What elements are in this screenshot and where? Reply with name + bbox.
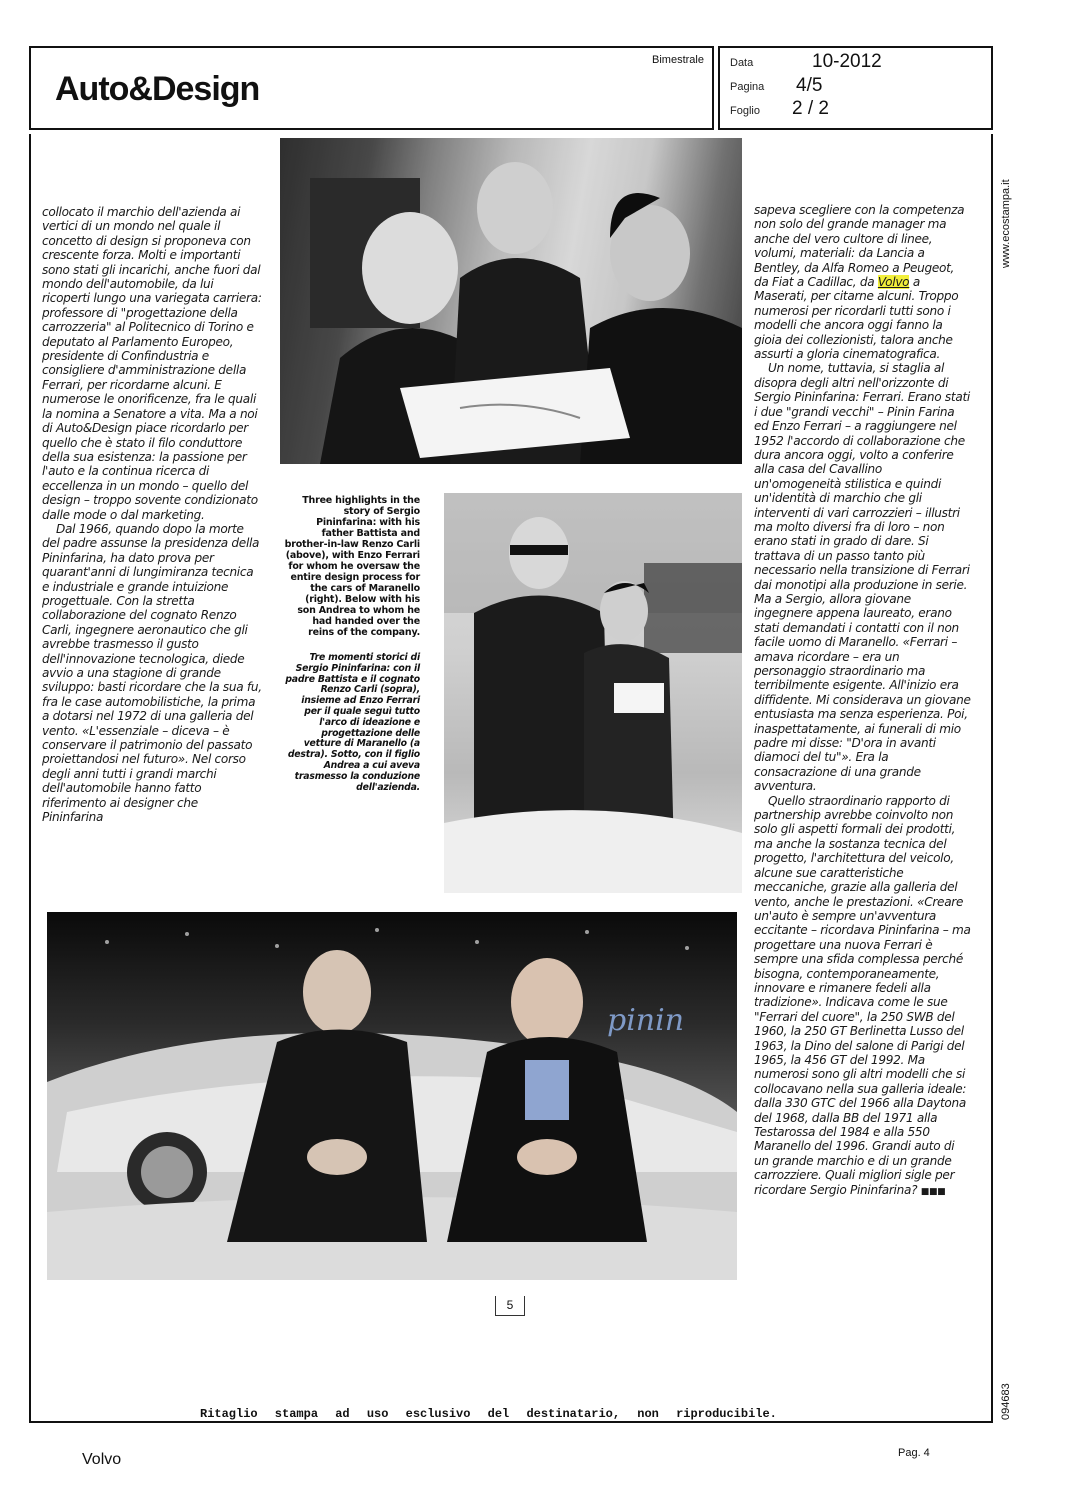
data-label: Data — [730, 57, 754, 69]
header-logo-box — [29, 46, 714, 130]
col3-paragraph-3-text: Quello straordinario rapporto di partnership avrebbe coinvolto non solo gli aspetti formali dei prodotti, ma anche la sostanza tecnica del progetto, l'architettura del veicolo, alcune sue caratteristiche meccaniche, grazie alla galleria del vento, anche le prestazioni. «Creare un'auto è sempre un'avventura eccitante – ricordava Pininfarina – ma progettare una nuova Ferrari è sempre una sfida complessa perché bisogna, contemporaneamente, innovare e rimanere fedeli alla tradizione». Indicava come le sue "Ferrari del cuore", la 250 SWB del 1960, la 250 GT Berlinetta Lusso del 1963, la Dino del salone di Parigi del 1965, la 456 GT del 1992. Ma numerosi sono gli altri modelli che si collocavano nella sua galleria ideale: dalla 330 GTC del 1966 alla Daytona del 1968, dalla BB del 1971 alla Testarossa del 1984 e alla 550 Maranello del 1996. Grandi auto di un grande marchio e di un grande carrozziere. Quali migliori sigle per ricordare Sergio Pininfarina? — [754, 793, 971, 1197]
header-meta-box — [718, 46, 993, 130]
caption-italian: Tre momenti storici di Sergio Pininfarina: con il padre Battista e il cognato Renzo Carli (sopra), insieme ad Enzo Ferrari per il quale seguì tutto l'arco di ideazione e progettazione delle vetture di Maranello (a destra). Sotto, con il figlio Andrea a cui aveva trasmesso la conduzione dell'azienda. — [285, 652, 420, 793]
pagina-label: Pagina — [730, 81, 765, 93]
reproduction-notice: Ritaglio stampa ad uso esclusivo del destinatario, non riproducibile. — [200, 1407, 777, 1421]
foglio-label: Foglio — [730, 105, 760, 117]
photo-ferrari-illustration — [444, 493, 742, 893]
pagina-value: 4/5 — [796, 75, 823, 96]
col1-paragraph-2: Dal 1966, quando dopo la morte del padre assunse la presidenza della Pininfarina, ha dato prova per quarant'anni di lungimiranza tecnica e industriale e grande intuizione progettuale. Con la stretta collaborazione del cognato Renzo Carli, ingegnere aeronautico che gli avrebbe trasmesso il gusto dell'innovazione tecnologica, diede avvio a una stagione di grande sviluppo: basti ricordare che la sua fu, fra le case automobilistiche, la prima a dotarsi nel 1972 di una galleria del vento. «L'essenziale – diceva – è conservare il patrimonio del passato proiettandosi nel futuro». Nel corso degli anni tutti i grandi marchi dell'automobile hanno fatto riferimento ai designer che Pininfarina — [42, 521, 262, 825]
website-vertical: www.ecostampa.it — [1000, 179, 1012, 268]
col3-text-before: sapeva scegliere con la competenza non solo del grande manager ma anche del vero cultore di linee, volumi, materiali: da Lancia a Bentley, da Alfa Romeo a Peugeot, da Fiat a Cadillac, da — [754, 203, 965, 290]
photo-car-illustration — [47, 912, 737, 1280]
col3-text-after: a Maserati, per citarne alcuni. Troppo numerosi per ricordarli tutti sono i modelli che ancora oggi fanno la gioia dei collezionisti, talora anche assurti a gloria cinematografica. — [754, 275, 959, 362]
data-value: 10-2012 — [812, 51, 882, 72]
article-column-1 — [42, 205, 262, 824]
photo-pininfarina-text: pinin — [607, 1003, 685, 1038]
caption-english: Three highlights in the story of Sergio Pininfarina: with his father Battista and brother-in-law Renzo Carli (above), with Enzo Ferrari for whom he oversaw the entire design process for the cars of Maranello (right). Below with his son Andrea to whom he had handed over the reins of the company. — [284, 495, 420, 638]
code-vertical: 094683 — [1000, 1383, 1012, 1420]
foglio-value: 2 / 2 — [792, 98, 829, 119]
client-name: Volvo — [82, 1451, 122, 1468]
article-column-3 — [754, 203, 972, 1199]
photo-pininfarina-family — [280, 138, 742, 464]
end-mark: ■■■ — [920, 1186, 946, 1197]
col1-paragraph-1: collocato il marchio dell'azienda ai vertici di un mondo nel quale il concetto di design si proponeva con crescente forza. Molti e importanti sono stati gli incarichi, anche fuori dal mondo dell'automobile, da lui ricoperti lungo una variegata carriera: professore di "progettazione della carrozzeria" al Politecnico di Torino e deputato al Parlamento Europeo, presidente di Confindustria e consigliere d'amministrazione della Ferrari, per ricordarne alcuni. E numerose le onorificenze, fra le quali la nomina a Senatore a vita. Ma a noi di Auto&Design piace ricordarlo per quello che è stato il filo conduttore della sua esistenza: la passione per l'auto e la continua ricerca di eccellenza in un mondo – quello del design – troppo sovente condizionato dalle mode o dal marketing. — [42, 205, 262, 522]
photo-people-illustration — [280, 138, 742, 464]
photo-sergio-andrea — [47, 912, 737, 1280]
photo-enzo-ferrari — [444, 493, 742, 893]
pdf-page-number: Pag. 4 — [898, 1447, 930, 1459]
col3-paragraph-2: Un nome, tuttavia, si staglia al disopra degli altri nell'orizzonte di Sergio Pininfarina: Ferrari. Erano stati i due "grandi vecchi" – Pinin Farina ed Enzo Ferrari – a raggiungere nel 1952 l'accordo di collaborazione che dura ancora oggi, volto a conferire alla casa del Cavallino un'omogeneità stilistica e quindi un'identità di marchio che gli interventi di vari carrozzieri – illustri ma molto diversi fra di loro – non erano stati in grado di dare. Si trattava di un passo tanto più necessario nella transizione di Ferrari dai monotipi alla produzione in serie. Ma a Sergio, allora giovane ingegnere appena laureato, erano stati demandati i contatti con il non facile uomo di Maranello. «Ferrari – amava ricordare – era un personaggio straordinario ma terribilmente esigente. All'inizio era diffidente. Mi considerava un giovane entusiasta ma senza esperienza. Poi, inaspettatamente, ai funerali di mio padre mi disse: "D'ora in avanti diamoci del tu"». Era la consacrazione di una grande avventura. — [754, 361, 971, 794]
magazine-page-number — [495, 1296, 525, 1316]
col3-paragraph-3 — [754, 794, 972, 1199]
col3-paragraph-1 — [754, 203, 972, 361]
publication-logo: Auto&Design — [55, 70, 260, 108]
frequency-label: Bimestrale — [652, 54, 704, 66]
volvo-highlight: Volvo — [877, 275, 910, 290]
page-number-text: 5 — [506, 1298, 514, 1312]
